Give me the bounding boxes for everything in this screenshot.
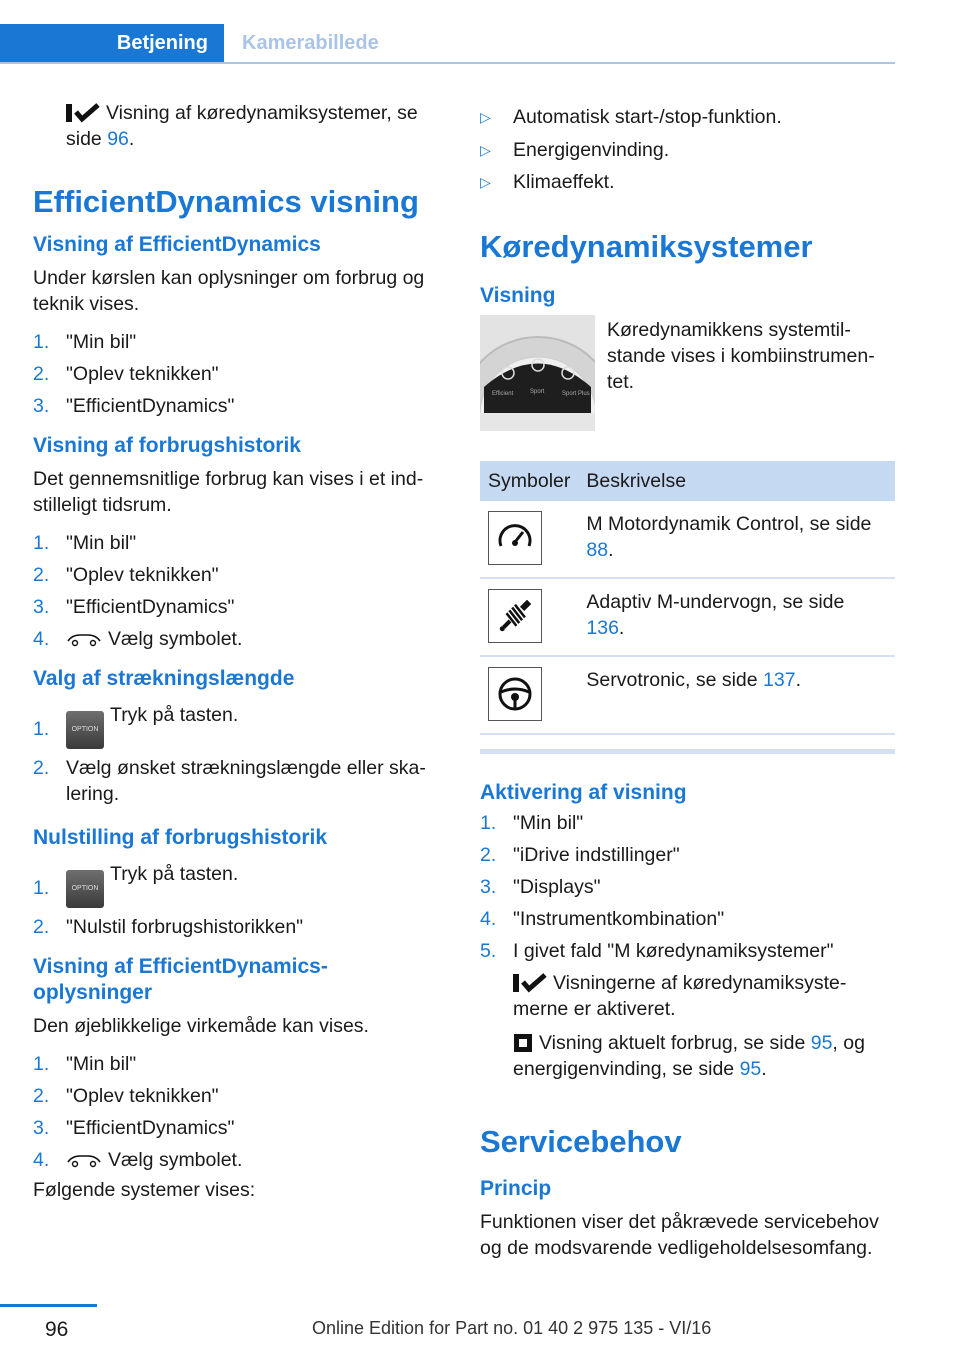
table-row: Servotronic, se side 137. bbox=[480, 656, 895, 734]
list-item: 1. OPTIONTryk på tasten. bbox=[33, 861, 438, 908]
edition-footer: Online Edition for Part no. 01 40 2 975 135 - VI/16 bbox=[312, 1318, 712, 1338]
list-item: ▷ Klimaeffekt. bbox=[480, 171, 615, 193]
section-title-koeredynamiksystemer: Køredynamiksystemer bbox=[480, 229, 813, 264]
steps-list bbox=[33, 702, 438, 807]
svg-text:Sport: Sport bbox=[530, 389, 545, 395]
list-item: 1. "Min bil" bbox=[480, 812, 584, 834]
subsection-title: Visning af EfficientDynamics bbox=[33, 233, 321, 256]
list-item: 3. "EfficientDynamics" bbox=[33, 596, 235, 618]
tab-kamerabillede[interactable]: Kamerabillede bbox=[242, 31, 379, 54]
list-item: 2. Vælg ønsket strækningslængde eller ska-lering. bbox=[33, 757, 426, 805]
subsection-title: Valg af strækningslængde bbox=[33, 667, 295, 690]
subsection-title: Princip bbox=[480, 1177, 552, 1200]
option-key-icon: OPTION bbox=[66, 870, 104, 908]
body-text: Under kørslen kan oplysninger om forbrug og teknik vises. bbox=[33, 267, 425, 315]
subsection-title: Visning af EfficientDynamics-oplysninger bbox=[33, 955, 328, 1004]
page-number: 96 bbox=[45, 1318, 69, 1341]
body-text: Køredynamikkens systemtil-stande vises i kombiinstrumen-tet. bbox=[607, 319, 875, 393]
list-item: 3. "Displays" bbox=[480, 876, 601, 898]
footer-rule bbox=[0, 1304, 97, 1307]
steps-list bbox=[33, 329, 438, 419]
column-header-beskrivelse: Beskrivelse bbox=[578, 461, 895, 501]
table-header-row bbox=[480, 461, 895, 501]
list-item: 1. OPTIONTryk på tasten. bbox=[33, 702, 438, 749]
list-item: 4. Vælg symbolet. bbox=[33, 628, 243, 650]
page-link[interactable]: 95 bbox=[810, 1032, 833, 1054]
checkmark-icon bbox=[513, 973, 547, 993]
list-item: 1. "Min bil" bbox=[33, 331, 137, 353]
list-item: 2. "Oplev teknikken" bbox=[33, 1085, 219, 1107]
activation-note: Visning aktuelt forbrug, se side 95, og energigenvinding, se side 95. bbox=[513, 1032, 865, 1080]
page-link[interactable]: 95 bbox=[739, 1058, 762, 1080]
page-link[interactable]: 137 bbox=[763, 669, 796, 691]
page-link[interactable]: 96 bbox=[107, 128, 129, 150]
visning-block bbox=[480, 315, 895, 431]
header-bar bbox=[0, 0, 895, 64]
body-text: Følgende systemer vises: bbox=[33, 1179, 256, 1201]
checkmark-icon bbox=[66, 103, 100, 123]
square-icon bbox=[513, 1033, 533, 1053]
tab-betjening[interactable]: Betjening bbox=[0, 24, 224, 62]
body-text: Funktionen viser det påkrævede servicebehov og de modsvarende vedligeholdelsesomfang. bbox=[480, 1211, 879, 1259]
page-link[interactable]: 88 bbox=[586, 539, 609, 561]
list-item: 3. "EfficientDynamics" bbox=[33, 1117, 235, 1139]
list-item: 4. Vælg symbolet. bbox=[33, 1149, 243, 1171]
instrument-cluster-image bbox=[480, 315, 595, 431]
svg-text:Efficient: Efficient bbox=[492, 391, 514, 397]
list-item: 1. "Min bil" bbox=[33, 532, 137, 554]
list-item: 4. "Instrumentkombination" bbox=[480, 908, 725, 930]
steps-list bbox=[33, 1051, 438, 1173]
shock-absorber-icon bbox=[488, 589, 542, 643]
section-title-servicebehov: Servicebehov bbox=[480, 1124, 682, 1159]
body-text: Det gennemsnitlige forbrug kan vises i et ind-stilleligt tidsrum. bbox=[33, 468, 424, 516]
gauge-icon bbox=[488, 511, 542, 565]
subsection-title: Nulstilling af forbrugshistorik bbox=[33, 826, 328, 849]
subsection-title: Visning bbox=[480, 284, 556, 307]
right-column bbox=[480, 104, 895, 1261]
list-item: 1. "Min bil" bbox=[33, 1053, 137, 1075]
steps-list bbox=[33, 861, 438, 940]
section-title-efficientdynamics: EfficientDynamics visning bbox=[33, 184, 419, 219]
table-row: Adaptiv M-undervogn, se side 136. bbox=[480, 578, 895, 656]
list-item: ▷ Energigenvinding. bbox=[480, 138, 670, 161]
list-item: 2. "Oplev teknikken" bbox=[33, 564, 219, 586]
list-item: 2. "iDrive indstillinger" bbox=[480, 844, 680, 866]
steps-list bbox=[33, 530, 438, 652]
left-column bbox=[33, 100, 438, 1203]
svg-text:Sport Plus: Sport Plus bbox=[562, 391, 590, 397]
activation-note: Visningerne af køredynamiksyste-merne er aktiveret. bbox=[513, 972, 847, 1020]
column-header-symboler: Symboler bbox=[480, 461, 578, 501]
intro-note: Visning af køredynamiksystemer, se side 96. bbox=[66, 102, 418, 150]
steps-list bbox=[480, 810, 895, 964]
option-key-icon: OPTION bbox=[66, 711, 104, 749]
car-sensor-icon bbox=[66, 631, 102, 649]
steering-wheel-icon bbox=[488, 667, 542, 721]
systems-list bbox=[480, 104, 895, 195]
table-end-rule bbox=[480, 749, 895, 754]
symbol-table bbox=[480, 461, 895, 735]
list-item: 2. "Nulstil forbrugshistorikken" bbox=[33, 916, 304, 938]
list-item: ▷ Automatisk start-/stop-funktion. bbox=[480, 106, 782, 128]
car-sensor-icon bbox=[66, 1152, 102, 1170]
subsection-title: Visning af forbrugshistorik bbox=[33, 434, 301, 457]
list-item: 5. I givet fald "M køredynamiksystemer" bbox=[480, 940, 834, 962]
body-text: Den øjeblikkelige virkemåde kan vises. bbox=[33, 1015, 369, 1037]
table-row: M Motordynamik Control, se side 88. bbox=[480, 501, 895, 578]
list-item: 2. "Oplev teknikken" bbox=[33, 363, 219, 385]
subsection-title: Aktivering af visning bbox=[480, 781, 687, 804]
page-link[interactable]: 136 bbox=[586, 617, 619, 639]
list-item: 3. "EfficientDynamics" bbox=[33, 395, 235, 417]
